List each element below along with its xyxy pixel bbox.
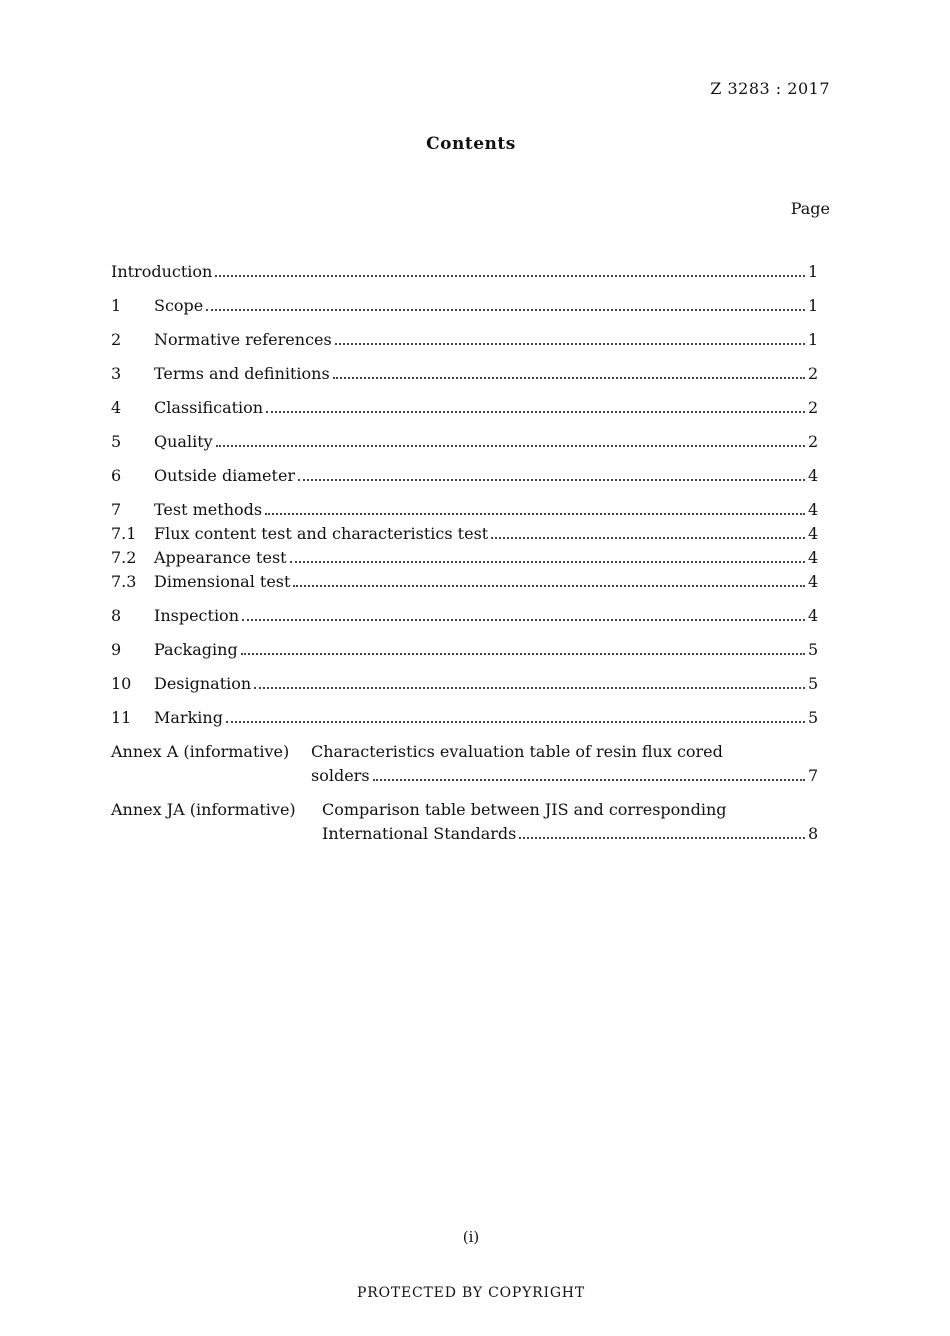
- toc-entry[interactable]: [111, 294, 818, 318]
- dot-leader: [373, 778, 805, 781]
- toc-entry-number: 11: [111, 708, 132, 727]
- toc-entry-page: 1: [808, 330, 819, 349]
- toc-entry-page: 5: [808, 674, 819, 693]
- toc-entry-title: Marking: [154, 708, 223, 727]
- dot-leader: [254, 686, 805, 689]
- annex-title-line2: solders: [311, 766, 370, 785]
- dot-leader: [333, 376, 805, 379]
- toc-entry-title: Terms and definitions: [154, 364, 330, 383]
- toc-entry[interactable]: [111, 638, 818, 662]
- dot-leader: [290, 560, 805, 563]
- toc-entry[interactable]: [111, 498, 818, 522]
- toc-entry[interactable]: [111, 604, 818, 628]
- toc-entry[interactable]: [111, 328, 818, 352]
- toc-entry-page: 2: [808, 398, 819, 417]
- toc-entry-title: Classification: [154, 398, 264, 417]
- dot-leader: [242, 618, 805, 621]
- annex-title-line1: Characteristics evaluation table of resin flux cored: [311, 742, 723, 761]
- toc-entry-page: 4: [808, 524, 819, 543]
- copyright-notice: PROTECTED BY COPYRIGHT: [357, 1285, 585, 1301]
- toc-entry-title: Outside diameter: [154, 466, 296, 485]
- toc-entry-title: Scope: [154, 296, 204, 315]
- toc-entry-page: 5: [808, 640, 819, 659]
- toc-entry-title: Appearance test: [154, 548, 287, 567]
- toc-annex-a[interactable]: [111, 740, 818, 788]
- toc-entry-title: Test methods: [154, 500, 263, 519]
- page-column-header: Page: [790, 199, 830, 218]
- toc-entry-page: 2: [808, 364, 819, 383]
- dot-leader: [293, 584, 805, 587]
- toc-entry-page: 4: [808, 500, 819, 519]
- toc-entry-number: 7.2: [111, 548, 137, 567]
- toc-entry-number: 9: [111, 640, 122, 659]
- toc-entry-page: 4: [808, 466, 819, 485]
- document-id: Z 3283 : 2017: [710, 79, 830, 98]
- dot-leader: [265, 512, 805, 515]
- toc-entry[interactable]: [111, 464, 818, 488]
- toc-entry[interactable]: [111, 706, 818, 730]
- toc-entry-number: 2: [111, 330, 122, 349]
- toc-entry-page: 1: [808, 296, 819, 315]
- toc-subentry[interactable]: [111, 570, 818, 594]
- annex-title-line1: Comparison table between JIS and corresponding: [322, 800, 727, 819]
- toc-annex-ja[interactable]: [111, 798, 818, 846]
- toc-entry-number: 8: [111, 606, 122, 625]
- toc-entry-number: 10: [111, 674, 132, 693]
- toc-entry-title: Introduction: [111, 262, 213, 281]
- toc-entry-title: Flux content test and characteristics test: [154, 524, 489, 543]
- toc-entry[interactable]: [111, 362, 818, 386]
- toc-entry-page: 4: [808, 548, 819, 567]
- toc-entry-number: 6: [111, 466, 122, 485]
- toc-entry[interactable]: [111, 396, 818, 420]
- toc-entry-title: Dimensional test: [154, 572, 291, 591]
- dot-leader: [216, 444, 805, 447]
- toc-entry-number: 7: [111, 500, 122, 519]
- toc-entry-page: 1: [808, 262, 819, 281]
- dot-leader: [215, 274, 805, 277]
- dot-leader: [226, 720, 805, 723]
- toc-entry-title: Normative references: [154, 330, 332, 349]
- dot-leader: [519, 836, 805, 839]
- dot-leader: [335, 342, 805, 345]
- toc-entry-page: 2: [808, 432, 819, 451]
- toc-entry-number: 4: [111, 398, 122, 417]
- toc-entry-title: Packaging: [154, 640, 238, 659]
- toc-entry-number: 1: [111, 296, 122, 315]
- toc-entry-number: 3: [111, 364, 122, 383]
- footer-page-number: (i): [462, 1228, 480, 1246]
- toc-subentry[interactable]: [111, 546, 818, 570]
- toc-entry-page: 4: [808, 606, 819, 625]
- toc-subentry[interactable]: [111, 522, 818, 546]
- toc-entry-page: 5: [808, 708, 819, 727]
- toc-entry-title: Inspection: [154, 606, 239, 625]
- toc-entry-number: 7.1: [111, 524, 137, 543]
- toc-entry[interactable]: [111, 430, 818, 454]
- dot-leader: [491, 536, 805, 539]
- page-title: Contents: [426, 134, 516, 154]
- annex-title-line2: International Standards: [322, 824, 517, 843]
- toc-entry-page: 7: [808, 766, 819, 785]
- dot-leader: [266, 410, 805, 413]
- dot-leader: [298, 478, 805, 481]
- dot-leader: [241, 652, 805, 655]
- toc-entry-number: 5: [111, 432, 122, 451]
- toc-entry-page: 8: [808, 824, 819, 843]
- toc-entry-number: 7.3: [111, 572, 137, 591]
- toc-entry[interactable]: [111, 672, 818, 696]
- toc-entry-title: Designation: [154, 674, 252, 693]
- dot-leader: [206, 308, 805, 311]
- toc-entry-title: Quality: [154, 432, 213, 451]
- toc-entry-introduction[interactable]: [111, 260, 818, 284]
- annex-label: Annex A (informative): [111, 742, 290, 761]
- toc-entry-page: 4: [808, 572, 819, 591]
- annex-label: Annex JA (informative): [111, 800, 296, 819]
